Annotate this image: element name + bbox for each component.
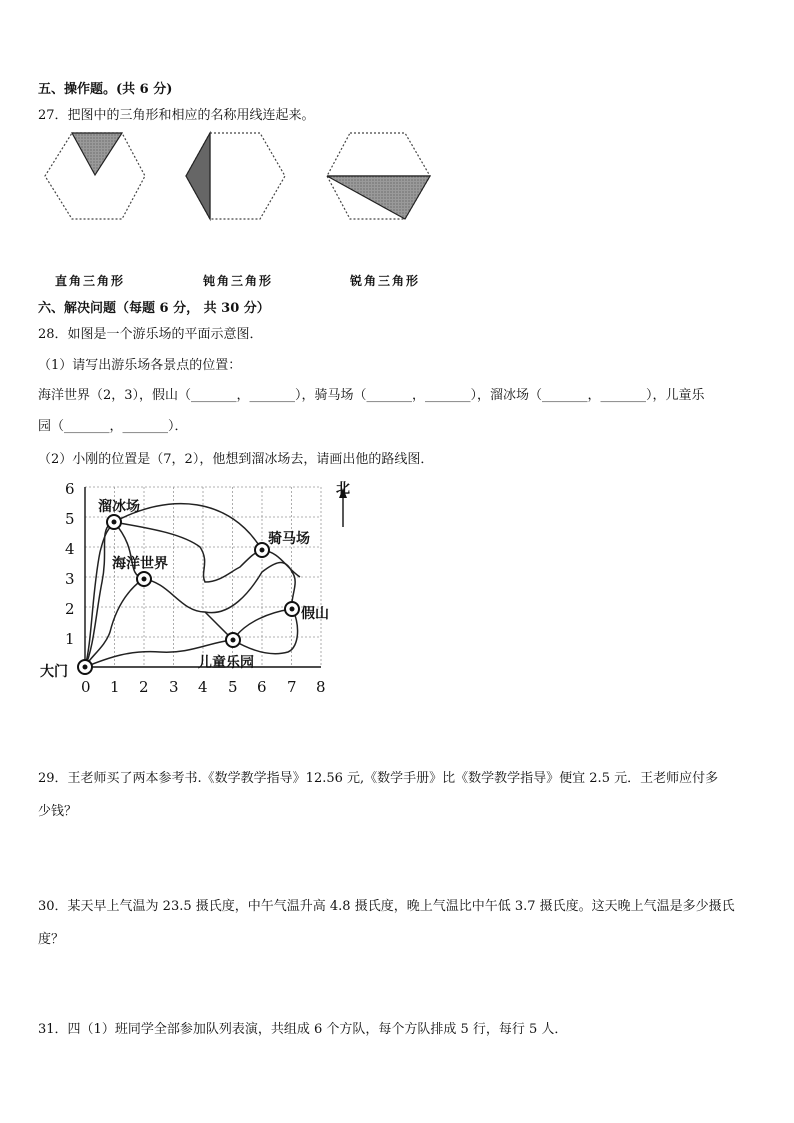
y-tick: 4 — [65, 540, 75, 558]
x-tick: 8 — [316, 678, 326, 696]
marker-ocean — [137, 572, 151, 586]
x-tick: 4 — [198, 678, 208, 696]
y-tick: 1 — [65, 630, 75, 648]
question-31: 31．四（1）班同学全部参加队列表演，共组成 6 个方队，每个方队排成 5 行，每行 5 人． — [38, 1022, 568, 1037]
shaded-triangle-2 — [186, 133, 210, 219]
north-label: 北 — [336, 481, 350, 497]
x-tick: 2 — [139, 678, 149, 696]
label-rink: 溜冰场 — [98, 499, 140, 515]
x-tick: 5 — [228, 678, 238, 696]
y-tick: 6 — [65, 480, 75, 498]
x-tick: 1 — [110, 678, 120, 696]
shaded-triangle-1 — [72, 133, 122, 175]
question-29-line-1: 29．王老师买了两本参考书.《数学教学指导》12.56 元,《数学手册》比《数学教学指导》便宜 2.5 元．王老师应付多 — [38, 771, 719, 786]
y-tick: 2 — [65, 600, 75, 618]
y-tick: 3 — [65, 570, 75, 588]
label-horse: 骑马场 — [268, 531, 310, 547]
question-30-line-1: 30．某天早上气温为 23.5 摄氏度，中午气温升高 4.8 摄氏度，晚上气温比中午低 3.7 摄氏度。这天晚上气温是多少摄氏 — [38, 899, 735, 914]
hexagon-2 — [186, 133, 285, 219]
x-tick: 7 — [287, 678, 297, 696]
shaded-triangle-3 — [327, 176, 430, 219]
hexagon-3 — [327, 133, 430, 219]
marker-rockery — [285, 602, 299, 616]
label-right-triangle: 直角三角形 — [55, 274, 126, 288]
label-obtuse-triangle: 钝角三角形 — [203, 274, 274, 288]
marker-horse — [255, 543, 269, 557]
x-tick: 6 — [257, 678, 267, 696]
question-28-part-2: （2）小刚的位置是（7，2），他想到溜冰场去，请画出他的路线图． — [38, 452, 434, 467]
section-5-heading: 五、操作题。(共 6 分) — [38, 82, 173, 97]
question-28-line-1: 海洋世界（2，3），假山（_______，_______），骑马场（_______，_______），溜冰场（_______，_______），儿童乐 — [38, 388, 705, 403]
label-ocean: 海洋世界 — [112, 556, 168, 572]
marker-kids — [226, 633, 240, 647]
hexagon-1 — [45, 133, 145, 219]
marker-gate — [78, 660, 92, 674]
question-29-line-2: 少钱？ — [38, 804, 78, 819]
hexagon-figures — [30, 125, 450, 225]
label-rockery: 假山 — [301, 606, 329, 622]
question-28: 28．如图是一个游乐场的平面示意图． — [38, 327, 263, 342]
section-6-heading: 六、解决问题（每题 6 分， 共 30 分） — [38, 301, 270, 316]
label-kids: 儿童乐园 — [198, 655, 254, 671]
label-gate: 大门 — [40, 664, 68, 680]
x-tick: 0 — [81, 678, 91, 696]
question-28-part-1: （1）请写出游乐场各景点的位置： — [38, 358, 242, 373]
label-acute-triangle: 锐角三角形 — [350, 274, 421, 288]
marker-rink — [107, 515, 121, 529]
y-tick: 5 — [65, 510, 75, 528]
question-27: 27．把图中的三角形和相应的名称用线连起来。 — [38, 108, 315, 123]
x-tick: 3 — [169, 678, 179, 696]
question-28-line-2: 园（_______，_______）． — [38, 419, 188, 434]
question-30-line-2: 度？ — [38, 932, 65, 947]
